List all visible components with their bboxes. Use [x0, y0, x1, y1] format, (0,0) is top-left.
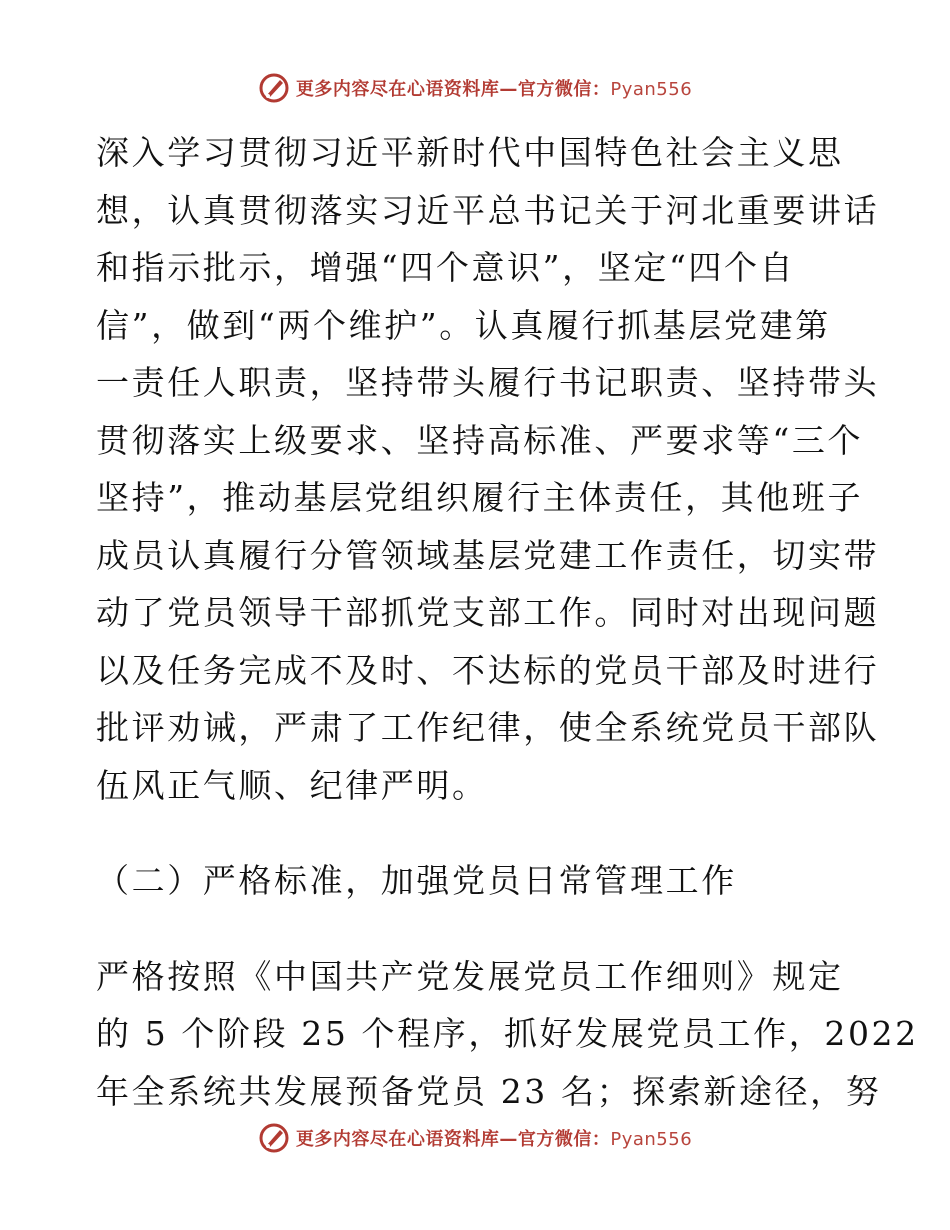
pen-logo-icon: [258, 72, 290, 104]
text-line: 年全系统共发展预备党员 23 名；探索新途径，努: [96, 1071, 882, 1111]
text-line: 信”，做到“两个维护”。认真履行抓基层党建第: [96, 305, 831, 345]
text-line: 深入学习贯彻习近平新时代中国特色社会主义思: [96, 133, 844, 172]
text-line: 严格按照《中国共产党发展党员工作细则》规定: [96, 956, 844, 996]
footer-watermark: [0, 1122, 950, 1154]
text-line: 伍风正气顺、纪律严明。: [96, 765, 488, 805]
text-line: 贯彻落实上级要求、坚持高标准、严要求等“三个: [96, 420, 864, 460]
text-line: 一责任人职责，坚持带头履行书记职责、坚持带头: [96, 363, 880, 402]
header-watermark: [0, 72, 950, 104]
text-line: 动了党员领导干部抓党支部工作。同时对出现问题: [96, 593, 880, 632]
text-line: 想，认真贯彻落实习近平总书记关于河北重要讲话: [96, 190, 880, 230]
watermark-text: 更多内容尽在心语资料库—官方微信：Pyan556: [295, 79, 693, 100]
watermark-wechat-id: Pyan556: [610, 79, 693, 100]
text-line: 批评劝诫，严肃了工作纪律，使全系统党员干部队: [96, 708, 880, 747]
paragraph-1: [96, 124, 880, 814]
watermark-wechat-id: Pyan556: [610, 1129, 693, 1150]
text-line: 坚持”，推动基层党组织履行主体责任，其他班子: [96, 478, 864, 517]
text-line: 和指示批示，增强“四个意识”，坚定“四个自: [96, 248, 796, 287]
text-line: 以及任务完成不及时、不达标的党员干部及时进行: [96, 650, 880, 690]
watermark-text: 更多内容尽在心语资料库—官方微信：Pyan556: [295, 1129, 693, 1150]
section-heading: （二）严格标准，加强党员日常管理工作: [96, 861, 737, 900]
document-body: [96, 124, 919, 1120]
text-line: 的 5 个阶段 25 个程序，抓好发展党员工作，2022: [96, 1014, 919, 1053]
text-line: 成员认真履行分管领域基层党建工作责任，切实带: [96, 535, 880, 575]
paragraph-2: [96, 948, 919, 1121]
pen-logo-icon: [258, 1122, 290, 1154]
